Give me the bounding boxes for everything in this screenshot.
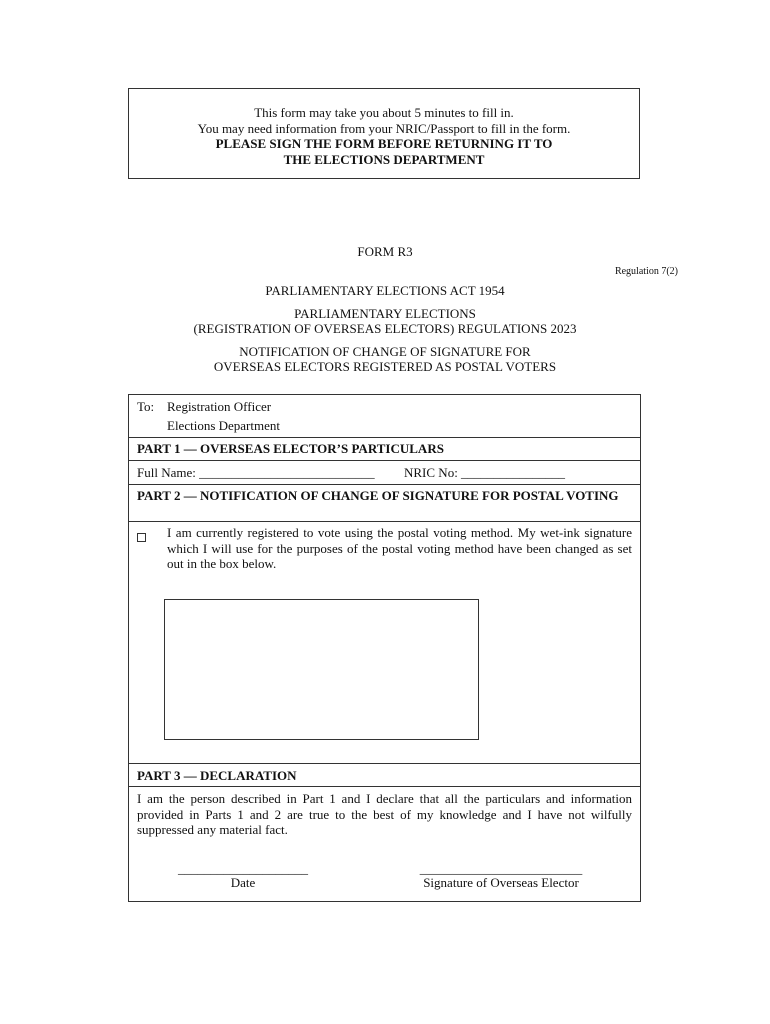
date-label: Date	[230, 875, 256, 890]
new-signature-box[interactable]	[164, 599, 479, 740]
addressee-section	[129, 395, 640, 437]
notice-sign-line: PLEASE SIGN THE FORM BEFORE RETURNING IT TO	[215, 136, 553, 151]
notice-info-line: You may need information from your NRIC/Passport to fill in the form.	[197, 120, 571, 136]
signature-label: Signature of Overseas Elector	[423, 875, 579, 890]
addressee-line2: Elections Department	[167, 418, 280, 433]
part2-header	[129, 484, 640, 522]
part2-title: PART 2 — NOTIFICATION OF CHANGE OF SIGNATURE FOR POSTAL VOTING	[137, 488, 619, 503]
regulation-reference: Regulation 7(2)	[614, 266, 678, 277]
regulations-title-line1: PARLIAMENTARY ELECTIONS	[294, 306, 476, 321]
part1-title: PART 1 — OVERSEAS ELECTOR’S PARTICULARS	[137, 441, 444, 456]
notice-time-line: This form may take you about 5 minutes to fill in.	[254, 105, 514, 120]
instructions-notice-box	[128, 88, 640, 179]
act-title: PARLIAMENTARY ELECTIONS ACT 1954	[265, 283, 505, 298]
notice-department-line: THE ELECTIONS DEPARTMENT	[283, 151, 485, 167]
form-table	[128, 394, 641, 902]
part1-fields	[129, 460, 640, 485]
date-line[interactable]: ____________________	[178, 861, 308, 876]
checkbox[interactable]	[137, 533, 146, 542]
nric-field[interactable]: NRIC No: ________________	[404, 465, 566, 480]
addressee-line1: Registration Officer	[167, 399, 272, 414]
part2-body	[129, 521, 640, 764]
form-title-line2: OVERSEAS ELECTORS REGISTERED AS POSTAL VOTERS	[213, 359, 557, 374]
part3-title: PART 3 — DECLARATION	[137, 768, 297, 783]
form-title-line1: NOTIFICATION OF CHANGE OF SIGNATURE FOR	[239, 344, 531, 359]
part3-body	[129, 786, 640, 904]
to-label: To:	[137, 399, 155, 414]
part3-header	[129, 763, 640, 787]
signature-line[interactable]: _________________________	[419, 861, 583, 876]
part2-statement: I am currently registered to vote using the postal voting method. My wet-ink signature which I will use for the purposes of the postal voting method have been changed as set out in the box below.	[167, 525, 632, 571]
form-number: FORM R3	[357, 244, 413, 259]
full-name-field[interactable]: Full Name: ___________________________	[137, 465, 375, 480]
part1-header	[129, 437, 640, 461]
regulations-title-line2: (REGISTRATION OF OVERSEAS ELECTORS) REGULATIONS 2023	[193, 321, 577, 336]
declaration-text: I am the person described in Part 1 and I declare that all the particulars and information provided in Parts 1 and 2 are true to the best of my knowledge and I have not wilfully suppressed any material fact.	[137, 791, 632, 837]
